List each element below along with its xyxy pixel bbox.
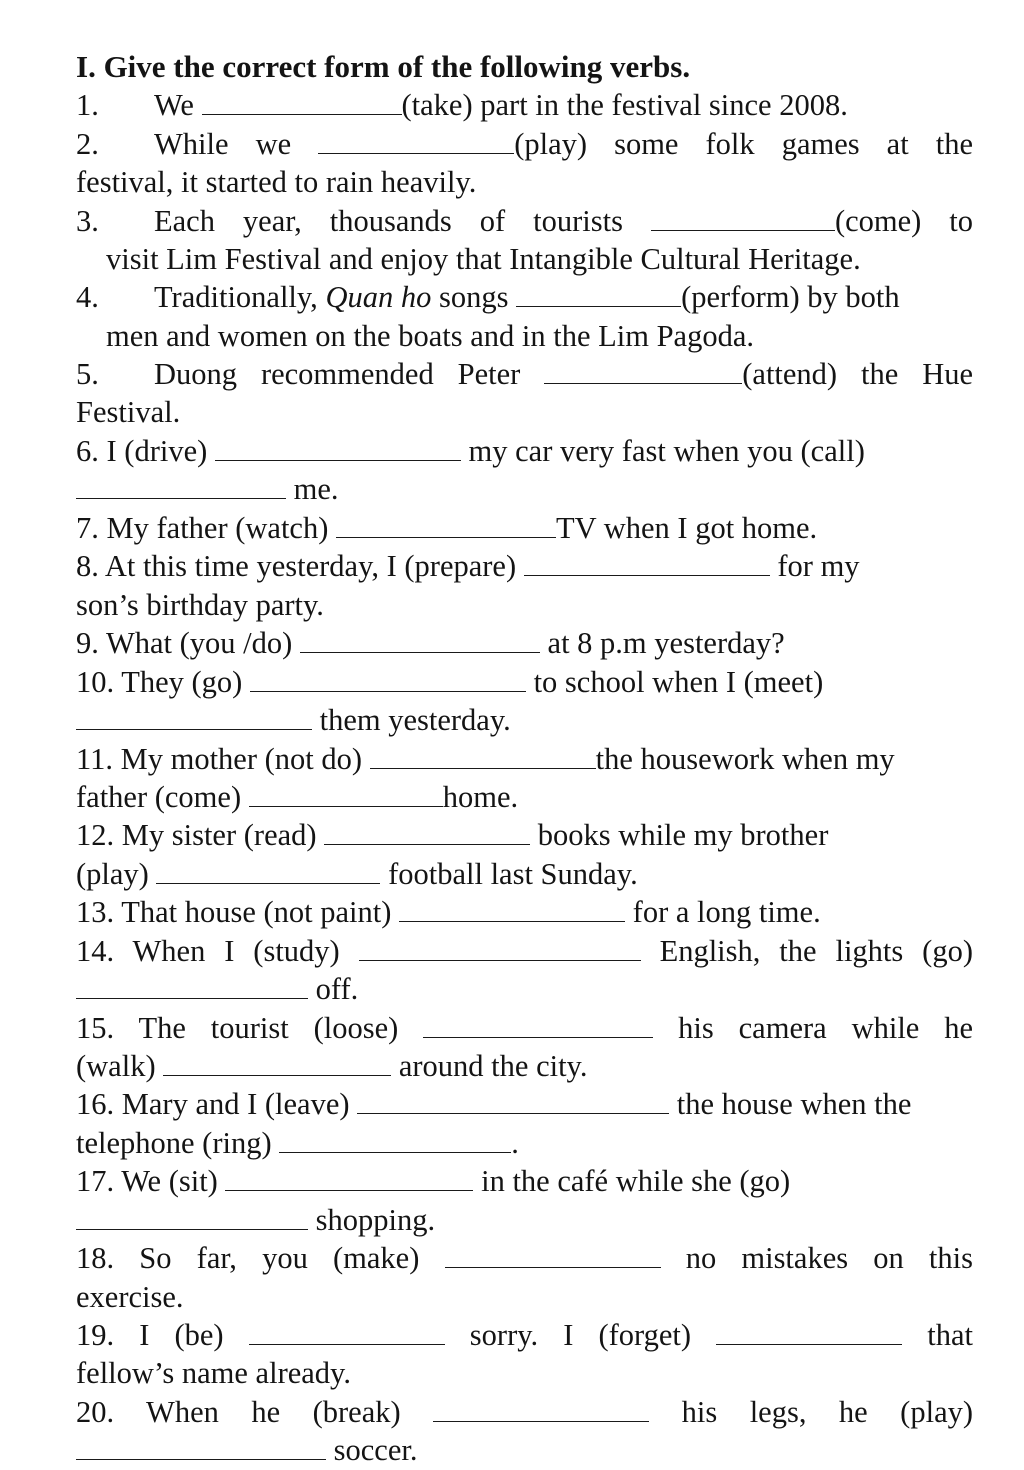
answer-blank[interactable] xyxy=(445,1242,661,1268)
answer-blank[interactable] xyxy=(370,743,596,769)
answer-blank[interactable] xyxy=(250,666,526,692)
question-17-cont: shopping. xyxy=(76,1201,973,1239)
answer-blank[interactable] xyxy=(76,1204,308,1230)
question-1: 1. We (take) part in the festival since 2008. xyxy=(76,88,848,122)
question-2: 2. While we (play) some folk games at the xyxy=(76,127,973,161)
question-3: 3. Each year, thousands of tourists (come) to xyxy=(76,204,973,238)
question-15-cont: (walk) around the city. xyxy=(76,1049,588,1083)
answer-blank[interactable] xyxy=(433,1396,649,1422)
answer-blank[interactable] xyxy=(651,205,835,231)
question-2-cont: festival, it started to rain heavily. xyxy=(76,165,477,199)
question-15: 15. The tourist (loose) his camera while he xyxy=(76,1011,974,1045)
answer-blank[interactable] xyxy=(544,358,742,384)
answer-blank[interactable] xyxy=(399,896,625,922)
answer-blank[interactable] xyxy=(163,1050,391,1076)
answer-blank[interactable] xyxy=(279,1127,511,1153)
question-13: 13. That house (not paint) for a long time. xyxy=(76,895,821,929)
answer-blank[interactable] xyxy=(76,1434,326,1460)
answer-blank[interactable] xyxy=(524,550,770,576)
answer-blank[interactable] xyxy=(324,819,530,845)
answer-blank[interactable] xyxy=(516,281,681,307)
question-10: 10. They (go) to school when I (meet) xyxy=(76,665,824,699)
question-7: 7. My father (watch) TV when I got home. xyxy=(76,511,818,545)
question-5-cont: Festival. xyxy=(76,395,181,429)
question-9: 9. What (you /do) at 8 p.m yesterday? xyxy=(76,626,785,660)
answer-blank[interactable] xyxy=(336,512,556,538)
question-4-cont: men and women on the boats and in the Lim Pagoda. xyxy=(106,319,754,353)
question-14: 14. When I (study) English, the lights (go) xyxy=(76,934,973,968)
answer-blank[interactable] xyxy=(215,435,461,461)
answer-blank[interactable] xyxy=(300,627,540,653)
question-5: 5. Duong recommended Peter (attend) the Hue xyxy=(76,357,974,391)
answer-blank[interactable] xyxy=(249,781,443,807)
question-16: 16. Mary and I (leave) the house when the xyxy=(76,1087,912,1121)
exercise-title: I. Give the correct form of the following verbs. xyxy=(76,49,691,84)
question-16-cont: telephone (ring) . xyxy=(76,1126,519,1160)
answer-blank[interactable] xyxy=(156,858,380,884)
question-8-cont: son’s birthday party. xyxy=(76,588,324,622)
question-14-cont: off. xyxy=(76,970,973,1008)
question-3-cont: visit Lim Festival and enjoy that Intangible Cultural Heritage. xyxy=(106,242,861,276)
answer-blank[interactable] xyxy=(225,1165,473,1191)
answer-blank[interactable] xyxy=(357,1088,669,1114)
question-12: 12. My sister (read) books while my brother xyxy=(76,818,829,852)
answer-blank[interactable] xyxy=(423,1012,653,1038)
question-20-cont: soccer. xyxy=(76,1431,973,1469)
question-10-cont: them yesterday. xyxy=(76,701,973,739)
answer-blank[interactable] xyxy=(202,89,402,115)
question-17: 17. We (sit) in the café while she (go) xyxy=(76,1164,791,1198)
question-6: 6. I (drive) my car very fast when you (call) xyxy=(76,434,865,468)
question-18: 18. So far, you (make) no mistakes on this xyxy=(76,1241,973,1275)
answer-blank[interactable] xyxy=(76,473,286,499)
question-11: 11. My mother (not do) the housework when my xyxy=(76,742,895,776)
question-12-cont: (play) football last Sunday. xyxy=(76,857,638,891)
answer-blank[interactable] xyxy=(76,704,312,730)
question-18-cont: exercise. xyxy=(76,1280,184,1314)
answer-blank[interactable] xyxy=(716,1319,902,1345)
question-6-cont: me. xyxy=(76,470,973,508)
question-19-cont: fellow’s name already. xyxy=(76,1356,351,1390)
question-4: 4. Traditionally, Quan ho songs (perform) by both xyxy=(76,280,900,314)
answer-blank[interactable] xyxy=(359,935,641,961)
question-11-cont: father (come) home. xyxy=(76,780,519,814)
question-8: 8. At this time yesterday, I (prepare) for my xyxy=(76,549,860,583)
answer-blank[interactable] xyxy=(76,973,308,999)
answer-blank[interactable] xyxy=(249,1319,445,1345)
answer-blank[interactable] xyxy=(318,128,514,154)
question-19: 19. I (be) sorry. I (forget) that xyxy=(76,1318,974,1352)
question-20: 20. When he (break) his legs, he (play) xyxy=(76,1395,974,1429)
